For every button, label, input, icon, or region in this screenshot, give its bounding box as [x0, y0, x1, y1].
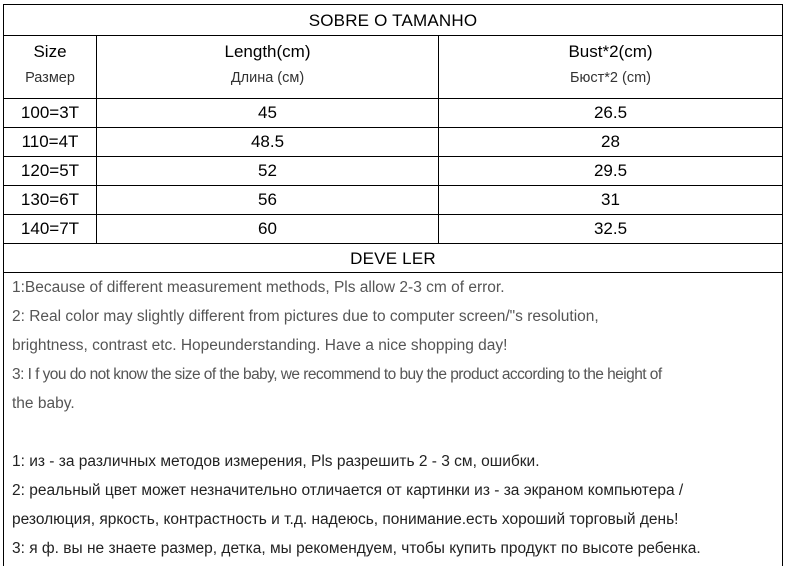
note-en-2: 2: Real color may slightly different from pictures due to computer screen/"s resolution,: [12, 308, 599, 325]
length-cell: 56: [97, 186, 439, 214]
note-en-3: 3: I f you do not know the size of the baby, we recommend to buy the product according to the height of: [12, 366, 662, 383]
notes-section: [4, 273, 782, 563]
note-en-2-cont: brightness, contrast etc. Hopeunderstanding. Have a nice shopping day!: [12, 337, 508, 354]
header-bust-sublabel: Бюст*2 (cm): [569, 70, 651, 86]
header-length: [97, 36, 439, 98]
length-cell: 60: [97, 215, 439, 243]
note-ru-2: 2: реальный цвет может незначительно отличается от картинки из - за экраном компьютера /: [12, 482, 684, 499]
table-row: [4, 99, 782, 128]
length-cell: 45: [97, 99, 439, 127]
size-cell: 110=4T: [4, 128, 97, 156]
header-length-label: Length(cm): [224, 42, 311, 61]
notes-title-row: [4, 244, 782, 273]
note-en-1: 1:Because of different measurement methods, Pls allow 2-3 cm of error.: [12, 279, 505, 296]
size-cell: 120=5T: [4, 157, 97, 185]
size-chart-title-row: [4, 5, 782, 36]
header-size-sublabel: Размер: [25, 70, 75, 86]
length-cell: 48.5: [97, 128, 439, 156]
size-chart-title: SOBRE O TAMANHO: [308, 11, 478, 30]
header-length-sublabel: Длина (см): [230, 70, 305, 86]
note-ru-2-cont: резолюция, яркость, контрастность и т.д. надеюсь, понимание.есть хороший торговый день!: [12, 511, 679, 528]
table-row: [4, 157, 782, 186]
bust-cell: 26.5: [593, 103, 628, 122]
table-row: [4, 215, 782, 244]
header-bust-label: Bust*2(cm): [568, 42, 653, 61]
table-header-row: [4, 36, 782, 99]
header-bust: [439, 36, 782, 98]
header-size-label: Size: [33, 42, 67, 61]
notes-spacer: [12, 418, 774, 447]
header-size: [4, 36, 97, 98]
size-cell: 130=6T: [4, 186, 97, 214]
bust-cell: 31: [601, 190, 620, 209]
bust-cell: 29.5: [593, 161, 628, 180]
note-ru-1: 1: из - за различных методов измерения, Pls разрешить 2 - 3 см, ошибки.: [12, 453, 540, 470]
bust-cell: 28: [601, 132, 620, 151]
bust-cell: 32.5: [593, 219, 628, 238]
table-row: [4, 128, 782, 157]
table-row: [4, 186, 782, 215]
size-cell: 100=3T: [4, 99, 97, 127]
notes-title: DEVE LER: [350, 249, 436, 268]
note-ru-3: 3: я ф. вы не знаете размер, детка, мы рекомендуем, чтобы купить продукт по высоте ребенка.: [12, 540, 701, 557]
length-cell: 52: [97, 157, 439, 185]
size-cell: 140=7T: [4, 215, 97, 243]
note-en-3-cont: the baby.: [12, 395, 75, 412]
size-chart: [3, 4, 783, 566]
